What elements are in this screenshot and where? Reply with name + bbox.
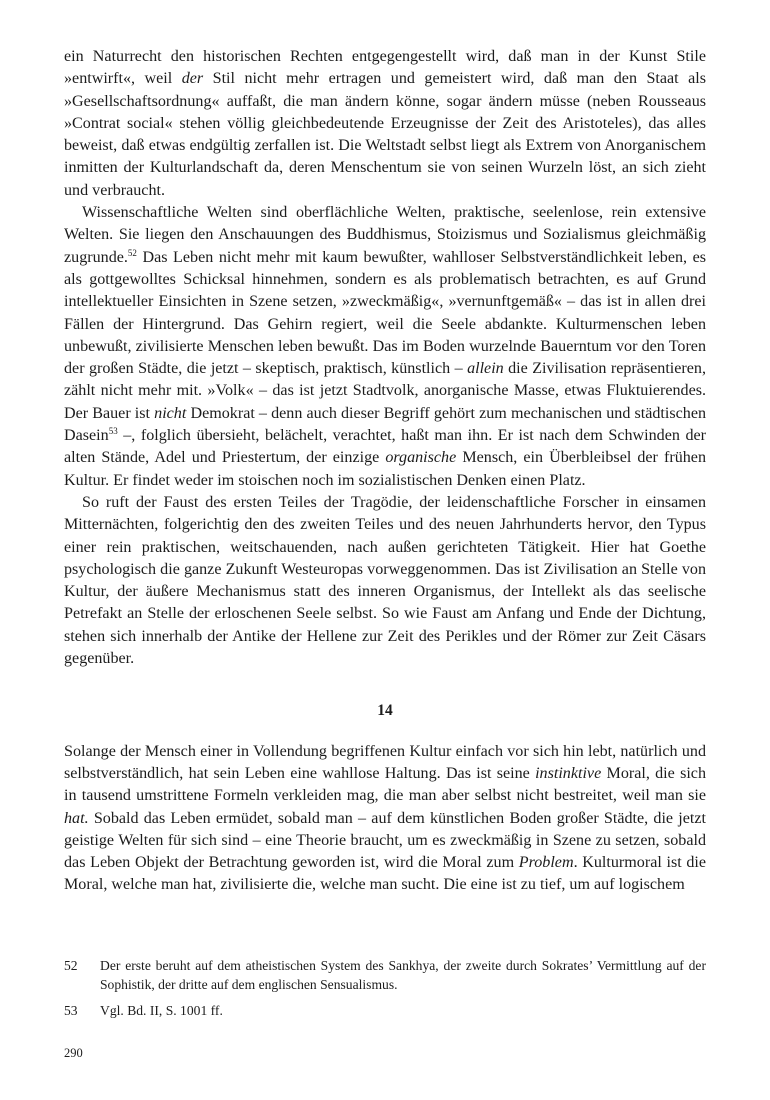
paragraph [64,202,706,492]
emphasis-text: hat. [64,809,89,827]
section-heading: 14 [377,702,393,720]
footnotes [64,956,706,1027]
text-segment: . Kulturmoral ist die Moral, welche man hat, zivilisierte die, welche man sucht. Die eine ist zu tief, um auf logischem [64,854,706,894]
section-text [64,741,706,897]
text-segment: –, folglich übersieht, belächelt, verachtet, haßt man ihn. Er ist nach dem Schwinden der alten Stände, Adel und Priestertum, der einzige [64,427,706,467]
emphasis-text: nicht [154,404,187,422]
paragraph [64,46,706,202]
text-segment: Moral, die sich in tausend umstrittene Formeln verkleiden mag, die man aber selbst nicht bestreitet, weil man sie [64,764,706,805]
text-segment: die Zivilisation repräsentieren, zählt nicht mehr mit. »Volk« – das ist jetzt Stadtvolk, anorganische Masse, etwas Fluktuierendes. Der Bauer ist [64,360,706,422]
footnote-ref: 53 [108,426,118,437]
text-segment: Mensch, ein Überbleibsel der frühen Kultur. Er findet weder im stoischen noch im sozialistischen Denken einen Platz. [64,449,706,489]
text-segment: Solange der Mensch einer in Vollendung begriffenen Kultur einfach vor sich hin lebt, natürlich und selbstverständlich, hat sein Leben eine wahllose Haltung. Das ist seine [64,742,706,782]
page-number: 290 [64,1046,83,1060]
text-segment: Wissenschaftliche Welten sind oberflächliche Welten, praktische, seelenlose, rein extensive Welten. Sie liegen den Anschauungen des Buddhismus, Stoizismus und Sozialismus gleichmäßig zugrunde. [64,204,706,266]
emphasis-text: der [181,70,204,88]
text-segment: ein Naturrecht den historischen Rechten entgegengestellt wird, daß man in der Kunst Stile »entwirft«, weil [64,48,706,88]
paragraph [64,741,706,897]
footnote-number: 52 [64,958,78,973]
footnote-text: Der erste beruht auf dem atheistischen System des Sankhya, der zweite durch Sokrates’ Vermittlung auf der Sophistik, der dritte auf dem englischen Sensualismus. [100,958,706,992]
footnote-number: 53 [64,1003,78,1018]
paragraph [64,492,706,670]
text-segment: Sobald das Leben ermüdet, sobald man – auf dem künstlichen Boden großer Städte, die jetzt geistige Welten für sich sind – eine Theorie braucht, um es zweckmäßig in Szene zu setzen, sobald das Leben Objekt der Betrachtung geworden ist, wird die Moral zum [64,809,706,872]
text-segment: Stil nicht mehr ertragen und gemeistert wird, daß man den Staat als »Gesellschaftsordnung« auffaßt, die man ändern könne, sogar ändern müsse (neben Rousseaus »Contrat social« stehen völlig gleichbedeutende Erzeugnisse der Zeit des Aristoteles), das alles beweist, daß etwas endgültig zerfallen ist. Die Weltstadt selbst liegt als Extrem von Anorganischem inmitten der Kulturlandschaft da, deren Menschentum sie von seinen Wurzeln löst, an sich zieht und verbraucht. [64,70,706,199]
text-segment: Demokrat – denn auch dieser Begriff gehört zum mechanischen und städtischen Dasein [64,404,707,445]
text-segment: Das Leben nicht mehr mit kaum bewußter, wahlloser Selbstverständlichkeit leben, es als gottgewolltes Schicksal hinnehmen, sondern es als problematisch betrachten, es auf Grund intellektueller Einsichten in Szene setzen, »zweckmäßig«, »vernunftgemäß« – das ist in allen drei Fällen der Hintergrund. Das Gehirn regiert, weil die Seele abdankte. Kulturmenschen leben unbewußt, zivilisierte Menschen leben bewußt. Das im Boden wurzelnde Bauerntum vor den Toren der großen Städte, die jetzt – skeptisch, praktisch, künstlich – [64,248,706,378]
emphasis-text: organische [385,449,457,467]
footnote-ref: 52 [127,247,137,258]
emphasis-text: instinktive [535,764,602,782]
emphasis-text: allein [467,360,504,378]
emphasis-text: Problem [518,854,574,872]
main-text [64,46,706,670]
footnote-text: Vgl. Bd. II, S. 1001 ff. [100,1003,223,1018]
footnote [64,1001,706,1020]
footnote [64,956,706,994]
text-segment: So ruft der Faust des ersten Teiles der Tragödie, der leidenschaftliche Forscher in einsamen Mitternächten, folgerichtig den des zweiten Teiles und des neuen Jahrhunderts hervor, den Typus einer rein praktischen, weitschauenden, nach außen gerichteten Tätigkeit. Hier hat Goethe psychologisch die ganze Zukunft Westeuropas vorweggenommen. Das ist Zivilisation an Stelle von Kultur, der äußere Mechanismus statt des inneren Organismus, der Intellekt als das seelische Petrefakt an Stelle der erloschenen Seele selbst. So wie Faust am Anfang und Ende der Dichtung, stehen sich innerhalb der Antike der Hellene zur Zeit des Perikles und der Römer zur Zeit Cäsars gegenüber. [64,493,706,668]
page-body [64,46,706,897]
